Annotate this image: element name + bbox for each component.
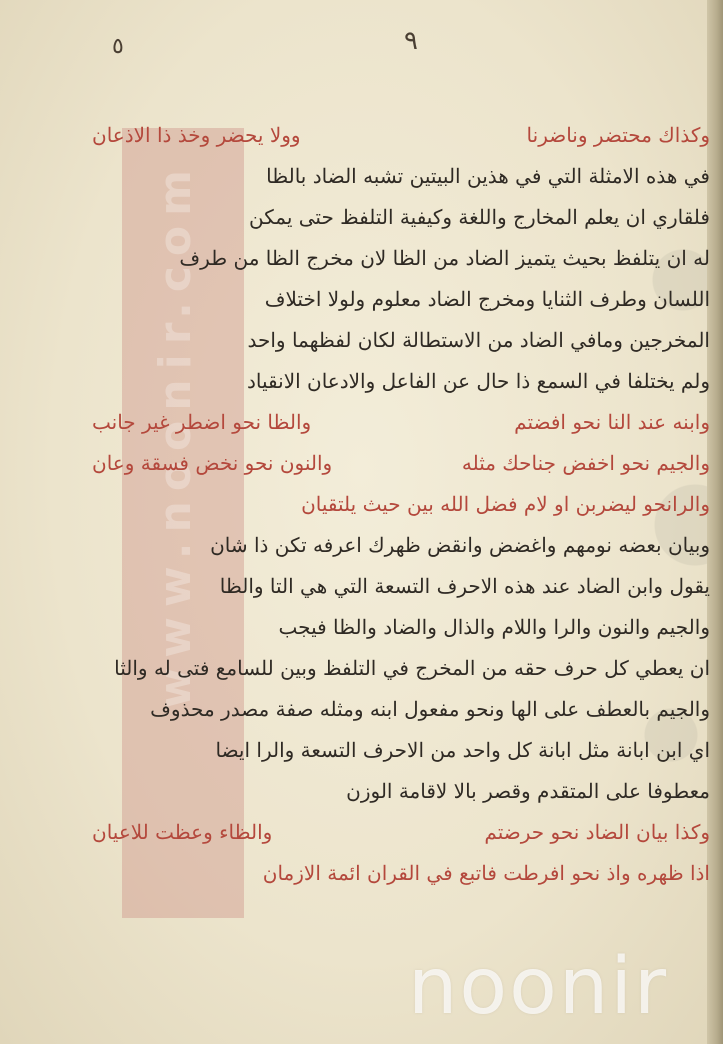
commentary-segment: يقول وابن الضاد عند هذه الاحرف التسعة التي هي التا والظا bbox=[219, 574, 710, 598]
commentary-segment: والجيم بالعطف على الها ونحو مفعول ابنه ومثله صفة مصدر محذوف bbox=[150, 697, 710, 721]
commentary-segment: ولم يختلفا في السمع ذا حال عن الفاعل والادعان الانقياد bbox=[246, 369, 710, 393]
commentary-segment: اللسان وطرف الثنايا ومخرج الضاد معلوم ولولا اختلاف bbox=[264, 287, 710, 311]
commentary-segment: المخرجين ومافي الضاد من الاستطالة لكان لفظهما واحد bbox=[247, 328, 710, 352]
verse-segment: والرانحو ليضربن او لام فضل الله بين حيث يلتقيان bbox=[301, 492, 710, 516]
text-line bbox=[92, 323, 710, 357]
commentary-segment: وبيان بعضه نومهم واغضض وانقض ظهرك اعرفه تكن ذا شان bbox=[210, 533, 710, 557]
verse-segment: والظا نحو اضطر غير جانب bbox=[92, 410, 312, 434]
text-line bbox=[92, 651, 710, 685]
text-line bbox=[92, 815, 710, 849]
text-line bbox=[92, 118, 710, 152]
verse-segment: اذا ظهره واذ نحو افرطت فاتبع في القران ائمة الازمان bbox=[262, 861, 710, 885]
page-number: ٩ bbox=[404, 26, 418, 56]
text-line bbox=[92, 364, 710, 398]
verse-segment: وولا يحضر وخذ ذا الاذعان bbox=[92, 123, 301, 147]
watermark-logo: noonir bbox=[408, 942, 669, 1032]
text-line bbox=[92, 528, 710, 562]
verse-segment: والظاء وعظت للاعيان bbox=[92, 820, 273, 844]
text-line bbox=[92, 282, 710, 316]
text-line bbox=[92, 241, 710, 275]
text-line bbox=[92, 610, 710, 644]
commentary-segment: ان يعطي كل حرف حقه من المخرج في التلفظ وبين للسامع فتى له والثا bbox=[114, 656, 710, 680]
text-line bbox=[92, 692, 710, 726]
text-line bbox=[92, 159, 710, 193]
commentary-segment: اي ابن ابانة مثل ابانة كل واحد من الاحرف التسعة والرا ايضا bbox=[215, 738, 710, 762]
text-line bbox=[92, 569, 710, 603]
commentary-segment: في هذه الامثلة التي في هذين البيتين تشبه الضاد بالظا bbox=[266, 164, 710, 188]
text-line bbox=[92, 200, 710, 234]
text-line bbox=[92, 774, 710, 808]
verse-segment: والنون نحو نخض فسقة وعان bbox=[92, 451, 333, 475]
commentary-segment: معطوفا على المتقدم وقصر بالا لاقامة الوزن bbox=[346, 779, 710, 803]
text-line bbox=[92, 405, 710, 439]
commentary-segment: والجيم والنون والرا واللام والذال والضاد والظا فيجب bbox=[278, 615, 710, 639]
verse-segment: والجيم نحو اخفض جناحك مثله bbox=[461, 451, 710, 475]
folio-number: ٥ bbox=[112, 34, 124, 59]
verse-segment: وكذاك محتضر وناضرنا bbox=[526, 123, 710, 147]
verse-segment: وابنه عند النا نحو افضتم bbox=[514, 410, 710, 434]
text-line bbox=[92, 446, 710, 480]
commentary-segment: فلقاري ان يعلم المخارج واللغة وكيفية التلفظ حتى يمكن bbox=[248, 205, 710, 229]
commentary-segment: له ان يتلفظ بحيث يتميز الضاد من الظا لان مخرج الظا من طرف bbox=[179, 246, 710, 270]
watermark-vertical-text: www.noonir.com bbox=[150, 160, 201, 709]
verse-segment: وكذا بيان الضاد نحو حرضتم bbox=[484, 820, 710, 844]
text-line bbox=[92, 733, 710, 767]
text-line bbox=[92, 487, 710, 521]
manuscript-text bbox=[92, 118, 710, 918]
text-line bbox=[92, 856, 710, 890]
